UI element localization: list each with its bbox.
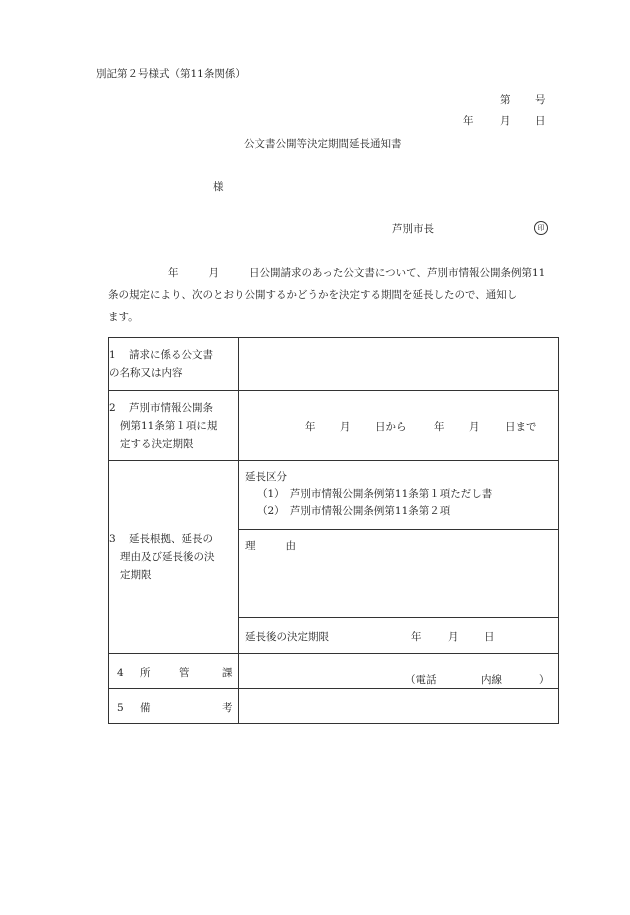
- row-number: 4: [117, 667, 124, 679]
- label-line: 理由及び延長後の決: [120, 551, 215, 563]
- label-char: 管: [179, 667, 190, 679]
- row-number: 5: [117, 702, 124, 714]
- row-4-label: [109, 654, 239, 689]
- seal-mark: [534, 221, 548, 235]
- reason-label-char: 由: [285, 540, 296, 552]
- reason-label-char: 理: [245, 540, 256, 552]
- from-day: 日から: [375, 421, 407, 433]
- new-deadline-day: 日: [484, 631, 495, 643]
- department-field[interactable]: [239, 654, 559, 689]
- row-remarks: [109, 689, 559, 724]
- body-line-1: 日公開請求のあった公文書について、芦別市情報公開条例第11: [249, 267, 546, 279]
- label-line: 請求に係る公文書: [129, 349, 213, 361]
- row-extension: [109, 461, 559, 654]
- body-line-2: 条の規定により、次のとおり公開するかどうかを決定する期間を延長したので、通知し: [108, 289, 518, 301]
- row-number: 1: [109, 349, 116, 361]
- new-deadline-month: 月: [448, 631, 459, 643]
- new-deadline-year: 年: [411, 631, 422, 643]
- new-deadline[interactable]: [239, 618, 558, 652]
- label-line: 芦別市情報公開条: [129, 401, 213, 414]
- reason-field[interactable]: [239, 530, 558, 618]
- label-char: 課: [222, 667, 233, 679]
- new-deadline-label: 延長後の決定期限: [245, 631, 329, 643]
- label-line: 延長根拠、延長の: [129, 533, 213, 545]
- label-line: 定期限: [120, 569, 152, 581]
- row-3-label: [109, 461, 239, 654]
- extension-cell: [239, 461, 559, 654]
- body-month: 月: [208, 267, 219, 279]
- to-month: 月: [469, 421, 480, 433]
- original-deadline-field[interactable]: [239, 391, 559, 461]
- row-5-label: [109, 689, 239, 724]
- label-char: 所: [140, 667, 151, 679]
- issuer: 芦別市長: [392, 223, 434, 235]
- body-year: 年: [168, 267, 179, 279]
- basis-option-2[interactable]: （2） 芦別市情報公開条例第11条第２項: [257, 505, 451, 517]
- label-char: 備: [140, 702, 151, 714]
- to-year: 年: [434, 421, 445, 433]
- addressee-suffix: 様: [213, 181, 224, 193]
- details-table: [108, 337, 559, 724]
- basis-heading: 延長区分: [245, 471, 287, 483]
- phone-label: （電話: [405, 674, 437, 686]
- extension-label: 内線: [481, 674, 502, 686]
- extension-basis: [239, 461, 558, 530]
- basis-option-1[interactable]: （1） 芦別市情報公開条例第11条第１項ただし書: [257, 488, 493, 500]
- label-line: 例第11条第１項に規: [120, 419, 218, 432]
- document-title: 公文書公開等決定期間延長通知書: [244, 138, 402, 150]
- date-month: 月: [500, 115, 511, 127]
- doc-number-label: 第: [500, 94, 511, 106]
- row-2-label: [109, 391, 239, 461]
- document-name-field[interactable]: [239, 338, 559, 391]
- seal-icon: 印: [534, 221, 548, 235]
- date-year: 年: [463, 115, 474, 127]
- row-number: 3: [109, 533, 116, 545]
- phone-close: ）: [539, 674, 550, 686]
- body-paragraph: [108, 262, 578, 328]
- form-id: 別記第２号様式（第11条関係）: [96, 68, 246, 80]
- label-line: 定する決定期限: [120, 437, 194, 450]
- label-char: 考: [222, 702, 233, 714]
- row-1-label: [109, 338, 239, 391]
- to-day: 日まで: [505, 421, 537, 433]
- label-line: の名称又は内容: [109, 367, 183, 379]
- remarks-field[interactable]: [239, 689, 559, 724]
- doc-number-suffix: 号: [535, 94, 546, 106]
- row-department: [109, 654, 559, 689]
- row-original-deadline: [109, 391, 559, 461]
- body-line-3: ます。: [108, 311, 139, 323]
- date-day: 日: [535, 115, 546, 127]
- from-year: 年: [305, 421, 316, 433]
- from-month: 月: [340, 421, 351, 433]
- row-document-name: [109, 338, 559, 391]
- row-number: 2: [109, 401, 116, 414]
